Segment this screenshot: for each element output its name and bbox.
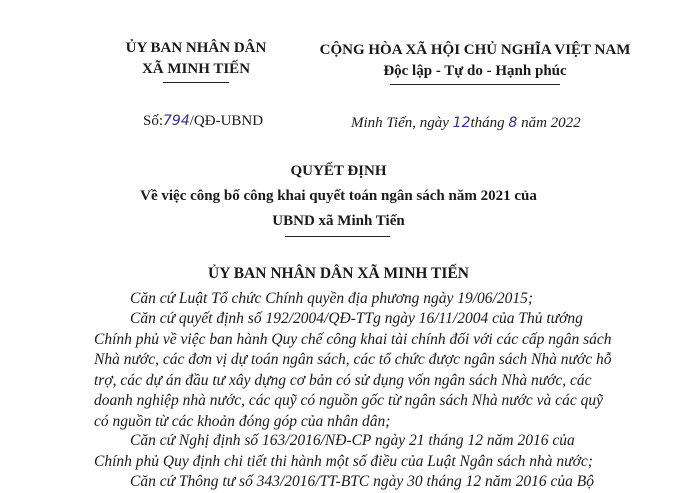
doc-number-suffix: /QĐ-UBND	[189, 113, 264, 129]
basis2-line: trợ, các dự án đầu tư xây dựng cơ bản có sử dụng vốn ngân sách Nhà nước, các	[94, 371, 592, 389]
decision-subtitle-line1: Về việc công bố công khai quyết toán ngân sách năm 2021 của	[140, 188, 537, 204]
date-month-label: tháng	[470, 115, 505, 131]
agency-name-line1: ỦY BAN NHÂN DÂN	[125, 40, 267, 56]
basis2-line: có nguồn từ các khoản đóng góp của nhân dân;	[94, 412, 391, 430]
motto-underline	[390, 84, 560, 85]
national-title: CỘNG HÒA XÃ HỘI CHỦ NGHĨA VIỆT NAM	[319, 42, 631, 58]
agency-underline	[163, 82, 229, 83]
date-month-handwritten: 8	[508, 115, 518, 131]
agency-name-line2: XÃ MINH TIẾN	[141, 61, 251, 77]
document-number	[143, 113, 263, 130]
issuing-authority: ỦY BAN NHÂN DÂN XÃ MINH TIẾN	[208, 265, 469, 282]
basis3-line: Chính phủ Quy định chi tiết thi hành một số điều của Luật Ngân sách nhà nước;	[94, 452, 593, 470]
date-year: năm 2022	[521, 115, 581, 131]
basis2-line: Nhà nước, các đơn vị dự toán ngân sách, các tổ chức được ngân sách Nhà nước hỗ	[94, 351, 612, 368]
basis3-line: Căn cứ Nghị định số 163/2016/NĐ-CP ngày 21 tháng 12 năm 2016 của	[130, 432, 575, 449]
date-prefix: Minh Tiến, ngày	[351, 115, 449, 131]
doc-number-prefix: Số:	[143, 113, 164, 129]
basis-paragraph-1: Căn cứ Luật Tổ chức Chính quyền địa phương ngày 19/06/2015;	[130, 290, 534, 307]
basis-paragraph-2	[94, 309, 612, 432]
basis-paragraph-3	[94, 431, 593, 472]
document-date	[351, 115, 581, 132]
doc-number-handwritten: 794	[163, 113, 190, 129]
basis2-line: Chính phủ về việc ban hành Quy chế công khai tài chính đối với các cấp ngân sách	[94, 330, 612, 348]
date-day-handwritten: 12	[452, 115, 471, 131]
decision-subtitle-line2: UBND xã Minh Tiến	[272, 213, 405, 229]
basis2-line: doanh nghiệp nhà nước, các quỹ có nguồn gốc từ ngân sách Nhà nước và các quỹ	[94, 392, 603, 409]
basis-paragraph-4: Căn cứ Thông tư số 343/2016/TT-BTC ngày 30 tháng 12 năm 2016 của Bộ	[130, 473, 594, 490]
title-underline	[285, 236, 390, 237]
national-motto: Độc lập - Tự do - Hạnh phúc	[383, 63, 567, 79]
decision-heading: QUYẾT ĐỊNH	[290, 163, 387, 179]
basis2-line: Căn cứ quyết định số 192/2004/QĐ-TTg ngày 16/11/2004 của Thủ tướng	[130, 310, 583, 327]
